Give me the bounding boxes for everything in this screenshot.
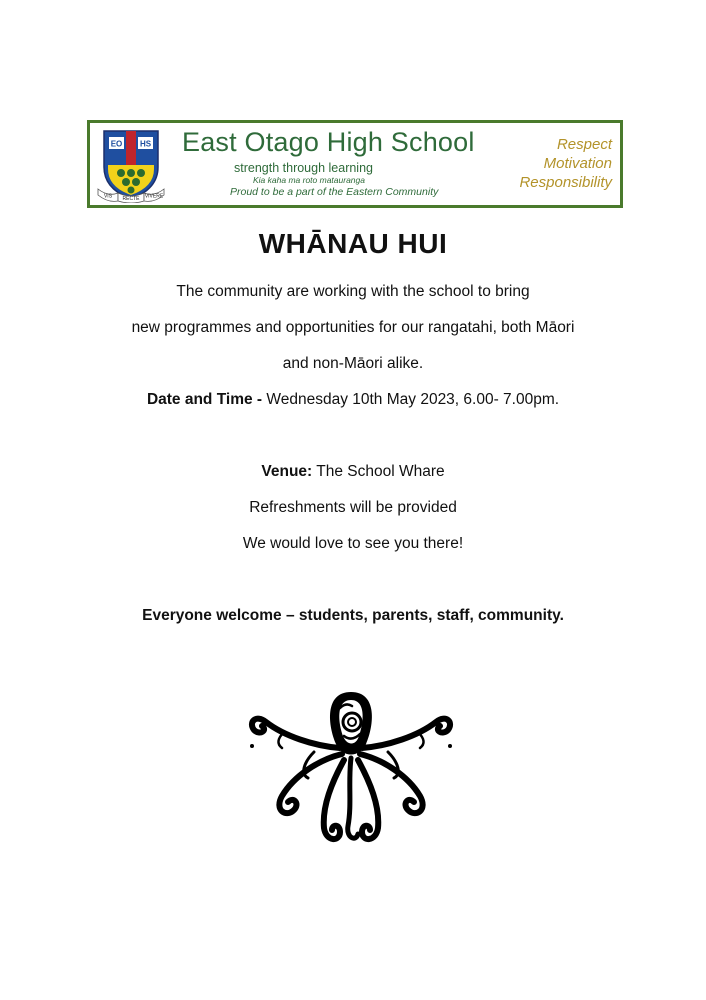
community-tagline: Proud to be a part of the Eastern Community: [230, 186, 439, 198]
maori-octopus-icon: [244, 686, 458, 850]
school-name: East Otago High School: [182, 127, 475, 157]
school-banner: [87, 120, 623, 208]
school-motto-maori: Kia kaha ma roto matauranga: [253, 175, 365, 185]
crest-scroll-3: VIVERE: [144, 193, 164, 200]
invite-line: We would love to see you there!: [242, 535, 464, 552]
crest-scroll-2: RECTE: [122, 196, 140, 202]
venue-value: The School Whare: [312, 463, 445, 480]
crest-scroll-1: VIS: [103, 193, 113, 200]
date-time-line: [0, 391, 706, 409]
value-respect: Respect: [556, 136, 612, 153]
welcome-line: Everyone welcome – students, parents, staff, community.: [142, 607, 564, 624]
crest-text-left: EO: [110, 139, 123, 149]
crest-text-right: HS: [139, 139, 152, 149]
date-value: Wednesday 10th May 2023, 6.00- 7.00pm.: [262, 391, 560, 408]
school-motto: strength through learning: [234, 161, 373, 175]
school-crest-icon: [96, 127, 166, 203]
venue-line: [0, 463, 706, 481]
page-title: WHĀNAU HUI: [258, 228, 448, 259]
value-responsibility: Responsibility: [519, 174, 612, 191]
intro-line-1: The community are working with the school to bring: [176, 283, 530, 300]
venue-label: Venue:: [261, 463, 313, 480]
intro-line-2: new programmes and opportunities for our rangatahi, both Māori: [131, 319, 575, 336]
school-values: [519, 135, 612, 192]
value-motivation: Motivation: [543, 155, 612, 172]
refreshments-line: Refreshments will be provided: [249, 499, 457, 516]
date-label: Date and Time -: [146, 391, 263, 408]
intro-line-3: and non-Māori alike.: [282, 355, 424, 372]
